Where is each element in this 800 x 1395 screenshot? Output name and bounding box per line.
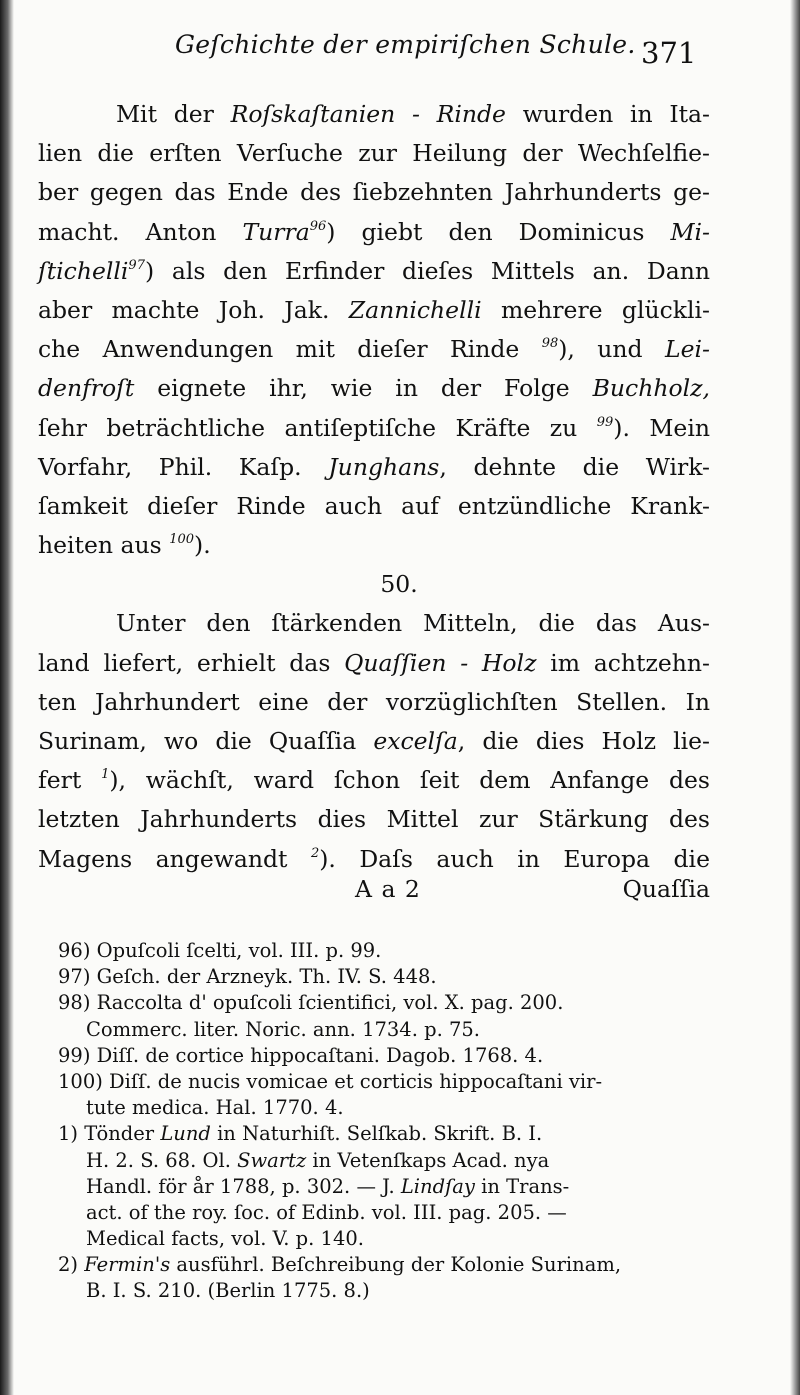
- footnote-ref: 2: [310, 845, 320, 861]
- footnote-98: 98) Raccolta d' opuſcoli ſcientifici, vol. X. pag. 200.: [58, 991, 564, 1015]
- footnote-96: 96) Opuſcoli ſcelti, vol. III. p. 99.: [58, 939, 382, 962]
- text-line: denfroſt eignete ihr, wie in der Folge Buchholz,: [38, 374, 710, 403]
- footnote-ref: 97: [128, 257, 145, 273]
- footnote-1-continued: Medical facts, vol. V. p. 140.: [86, 1227, 364, 1251]
- footnote-ref: 98: [541, 336, 559, 352]
- text-line: ſamkeit dieſer Rinde auch auf entzündliche Krank-: [38, 491, 710, 520]
- footnote-1: 1) Tönder Lund in Naturhiſt. Selſkab. Skrift. B. I.: [58, 1122, 543, 1146]
- catchword: Quaſſia: [622, 875, 710, 903]
- footnote-98-continued: Commerc. liter. Noric. ann. 1734. p. 75.: [86, 1017, 480, 1041]
- text-line: macht. Anton Turra$^{96}$) giebt den Dominicus Mi-: [38, 217, 710, 246]
- footnote-99: 99) Diſſ. de cortice hippocaſtani. Dagob. 1768. 4.: [58, 1043, 544, 1067]
- text-line: aber machte Joh. Jak. Zannichelli mehrere glückli-: [38, 295, 710, 324]
- footnote-ref: 99: [596, 414, 614, 430]
- printer-signature: A a 2: [355, 875, 421, 903]
- page-edge-shadow-right: [790, 0, 800, 1395]
- text-line: che Anwendungen mit dieſer Rinde $^{98}$), und Lei-: [38, 335, 710, 364]
- footnote-1-continued: act. of the roy. ſoc. of Edinb. vol. III. pag. 205. —: [86, 1200, 567, 1224]
- text-line: ber gegen das Ende des ſiebzehnten Jahrhunderts ge-: [38, 178, 710, 207]
- footnote-100: 100) Diſſ. de nucis vomicae et corticis hippocaſtani vir-: [58, 1069, 603, 1093]
- running-head: Geſchichte der empiriſchen Schule.: [175, 30, 636, 59]
- text-line: ten Jahrhundert eine der vorzüglichſten Stellen. In: [38, 687, 710, 716]
- text-line: Mit der Roſskaſtanien - Rinde wurden in Ita-: [116, 100, 711, 128]
- footnote-97: 97) Geſch. der Arzneyk. Th. IV. S. 448.: [58, 965, 437, 989]
- text-line: lien die erſten Verſuche zur Heilung der Wechſelfie-: [38, 139, 710, 168]
- page-edge-shadow-left: [0, 0, 14, 1395]
- text-line: letzten Jahrhunderts dies Mittel zur Stärkung des: [38, 805, 710, 834]
- signature-line: [38, 870, 710, 909]
- footnote-100-continued: tute medica. Hal. 1770. 4.: [86, 1096, 344, 1120]
- text-line: ſehr beträchtliche antiſeptiſche Kräfte zu $^{99}$). Mein: [38, 413, 710, 442]
- footnote-1-continued: H. 2. S. 68. Ol. Swartz in Vetenſkaps Acad. nya: [86, 1148, 550, 1172]
- footnote-ref: 96: [309, 218, 327, 234]
- page-number: 371: [641, 36, 697, 70]
- footnote-2: 2) Fermin's ausführl. Beſchreibung der Kolonie Surinam,: [58, 1253, 622, 1277]
- footnote-ref: 1: [101, 767, 110, 783]
- footnote-1-continued: Handl. för år 1788, p. 302. — J. Lindſay in Trans-: [86, 1174, 570, 1198]
- text-line: land liefert, erhielt das Quaſſien - Holz im achtzehn-: [38, 648, 710, 677]
- text-line: Magens angewandt $^2$). Daſs auch in Europa die: [38, 844, 710, 873]
- section-number: 50.: [380, 570, 418, 599]
- text-line: fert $^1$), wächſt, ward ſchon ſeit dem Anfange des: [38, 766, 710, 795]
- text-line: Unter den ſtärkenden Mitteln, die das Aus-: [116, 609, 710, 638]
- text-line: ſtichelli$^{97}$) als den Erfinder dieſes Mittels an. Dann: [38, 256, 710, 285]
- footnote-2-continued: B. I. S. 210. (Berlin 1775. 8.): [86, 1279, 370, 1303]
- text-line: Vorfahr, Phil. Kaſp. Junghans, dehnte die Wirk-: [38, 452, 710, 481]
- main-text: [38, 95, 710, 879]
- text-line: Surinam, wo die Quaſſia excelſa, die dies Holz lie-: [38, 727, 711, 755]
- footnotes: [58, 938, 703, 1305]
- text-line: heiten aus $^{100}$).: [38, 531, 211, 560]
- footnote-ref: 100: [169, 532, 195, 548]
